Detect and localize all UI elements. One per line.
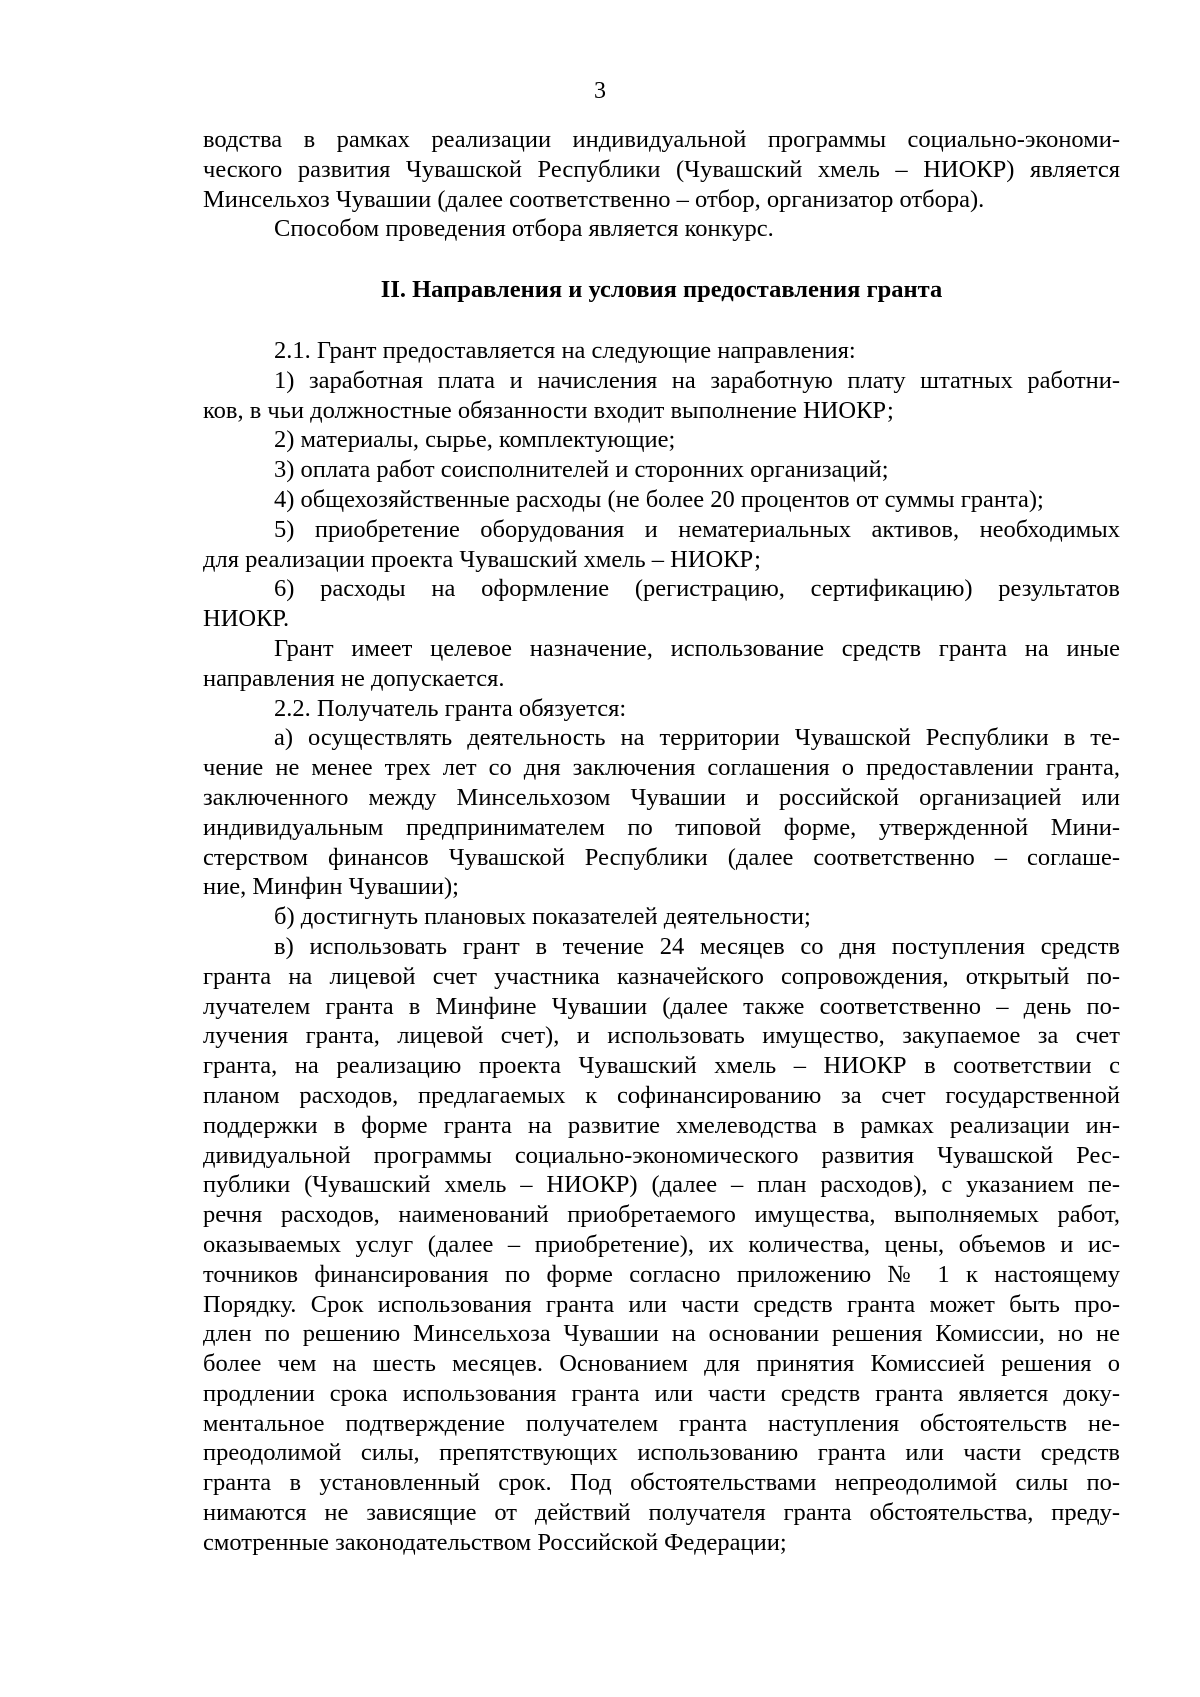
text-line: направления не допускается. [203, 664, 505, 692]
text-line: 3) оплата работ соисполнителей и сторонних организаций; [274, 456, 889, 484]
text-line: 2) материалы, сырье, комплектующие; [274, 426, 676, 454]
text-line: дивидуальной программы социально-экономического развития Чувашской Рес- [203, 1141, 1120, 1169]
text-line: Минсельхоз Чувашии (далее соответственно – отбор, организатор отбора). [203, 185, 985, 213]
text-line: 4) общехозяйственные расходы (не более 20 процентов от суммы гранта); [274, 485, 1044, 513]
text-line: заключенного между Минсельхозом Чувашии и российской организацией или [203, 783, 1120, 811]
text-line: ческого развития Чувашской Республики (Чувашский хмель – НИОКР) является [203, 155, 1120, 183]
text-line: водства в рамках реализации индивидуальной программы социально-экономи- [203, 126, 1120, 153]
text-line: ние, Минфин Чувашии); [203, 873, 459, 901]
text-line: Грант имеет целевое назначение, использование средств гранта на иные [274, 634, 1120, 662]
text-line: 5) приобретение оборудования и нематериальных активов, необходимых [274, 515, 1120, 543]
section-body [203, 336, 1120, 1558]
text-line: длен по решению Минсельхоза Чувашии на основании решения Комиссии, но не [203, 1320, 1120, 1348]
text-line: б) достигнуть плановых показателей деятельности; [274, 903, 811, 931]
text-line: индивидуальным предпринимателем по типовой форме, утвержденной Мини- [203, 813, 1120, 841]
text-line: 2.2. Получатель гранта обязуется: [274, 694, 627, 722]
text-line: 2.1. Грант предоставляется на следующие направления: [274, 337, 856, 364]
text-line: Способом проведения отбора является конкурс. [274, 215, 774, 243]
text-line: продлении срока использования гранта или части средств гранта является доку- [203, 1379, 1120, 1407]
text-line: стерством финансов Чувашской Республики (далее соответственно – соглаше- [203, 843, 1120, 871]
text-line: чение не менее трех лет со дня заключения соглашения о предоставлении гранта, [203, 754, 1120, 782]
text-line: 1) заработная плата и начисления на заработную плату штатных работни- [274, 366, 1120, 394]
text-line: Порядку. Срок использования гранта или части средств гранта может быть про- [203, 1290, 1120, 1318]
section-heading: II. Направления и условия предоставления гранта [380, 276, 943, 303]
text-line: лучателем гранта в Минфине Чувашии (далее также соответственно – день по- [203, 992, 1120, 1020]
text-line: а) осуществлять деятельность на территории Чувашской Республики в те- [274, 724, 1120, 752]
text-line: публики (Чувашский хмель – НИОКР) (далее – план расходов), с указанием пе- [203, 1171, 1120, 1199]
text-line: гранта, на реализацию проекта Чувашский хмель – НИОКР в соответствии с [203, 1052, 1120, 1080]
text-line: речня расходов, наименований приобретаемого имущества, выполняемых работ, [203, 1201, 1120, 1229]
text-line: точников финансирования по форме согласно приложению № 1 к настоящему [203, 1260, 1120, 1288]
text-line: преодолимой силы, препятствующих использованию гранта или части средств [203, 1439, 1120, 1467]
text-line: ментальное подтверждение получателем гранта наступления обстоятельств не- [203, 1409, 1120, 1437]
text-line: в) использовать грант в течение 24 месяцев со дня поступления средств [274, 932, 1120, 960]
text-line: гранта в установленный срок. Под обстоятельствами непреодолимой силы по- [203, 1469, 1120, 1497]
text-line: лучения гранта, лицевой счет), и использовать имущество, закупаемое за счет [203, 1022, 1120, 1050]
text-line: НИОКР. [203, 605, 290, 633]
intro-paragraph [203, 125, 1120, 244]
text-line: более чем на шесть месяцев. Основанием для принятия Комиссией решения о [203, 1350, 1120, 1378]
text-line: нимаются не зависящие от действий получателя гранта обстоятельства, преду- [203, 1499, 1120, 1527]
text-line: гранта на лицевой счет участника казначейского сопровождения, открытый по- [203, 962, 1120, 990]
text-line: оказываемых услуг (далее – приобретение), их количества, цены, объемов и ис- [203, 1230, 1120, 1258]
text-line: поддержки в форме гранта на развитие хмелеводства в рамках реализации ин- [203, 1111, 1120, 1139]
text-line: 6) расходы на оформление (регистрацию, сертификацию) результатов [274, 575, 1120, 603]
text-line: планом расходов, предлагаемых к софинансированию за счет государственной [203, 1081, 1120, 1109]
text-line: для реализации проекта Чувашский хмель – НИОКР; [203, 545, 761, 573]
page-number: 3 [594, 78, 606, 104]
text-line: ков, в чьи должностные обязанности входит выполнение НИОКР; [203, 396, 894, 424]
text-line: смотренные законодательством Российской Федерации; [203, 1528, 787, 1556]
